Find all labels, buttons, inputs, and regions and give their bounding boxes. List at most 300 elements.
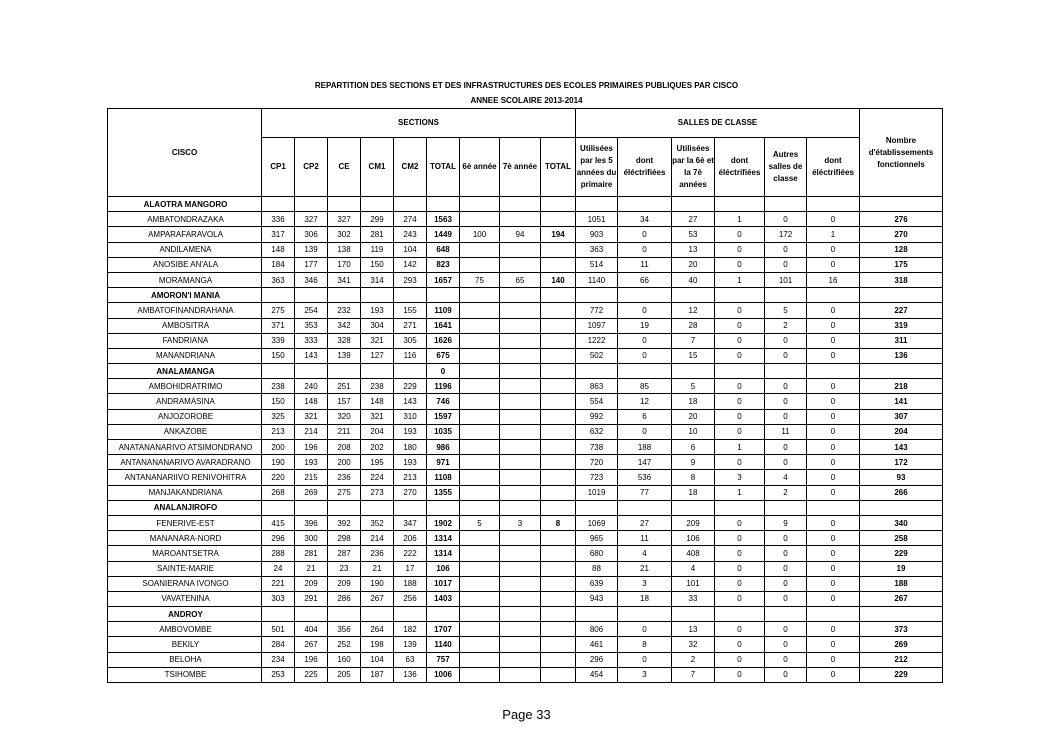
group-name: ANALANJIROFO — [108, 500, 262, 515]
cell-cm2: 143 — [394, 394, 427, 409]
cell-e1 — [618, 500, 672, 515]
cell-cm2 — [394, 288, 427, 303]
cisco-name: BEKILY — [108, 637, 262, 652]
cell-autres: 9 — [765, 515, 807, 530]
cell-cp1: 415 — [262, 515, 295, 530]
cell-a7 — [500, 242, 541, 257]
table-row — [108, 212, 943, 227]
cell-s67: 32 — [672, 637, 715, 652]
cell-e1: 6 — [618, 409, 672, 424]
cell-cm2 — [394, 364, 427, 379]
cell-a6 — [460, 212, 500, 227]
cell-e1: 0 — [618, 227, 672, 242]
cell-cp2: 148 — [295, 394, 328, 409]
cell-a6 — [460, 531, 500, 546]
cell-t2 — [541, 485, 576, 500]
cell-e1: 11 — [618, 257, 672, 272]
cell-s5: 903 — [576, 227, 618, 242]
cell-a6: 100 — [460, 227, 500, 242]
cell-cm2: 274 — [394, 212, 427, 227]
cell-cm1 — [361, 197, 394, 212]
cell-autres: 0 — [765, 652, 807, 667]
cell-a7: 3 — [500, 515, 541, 530]
cell-cm1: 314 — [361, 272, 394, 287]
cell-e3: 0 — [807, 409, 860, 424]
cell-e3: 0 — [807, 333, 860, 348]
cell-cm2: 116 — [394, 348, 427, 363]
cell-s67 — [672, 364, 715, 379]
group-row — [108, 607, 943, 622]
cell-cm2: 188 — [394, 576, 427, 591]
cell-ce: 138 — [328, 242, 361, 257]
cell-total: 1449 — [427, 227, 460, 242]
cell-e1: 147 — [618, 455, 672, 470]
cell-cp2: 196 — [295, 652, 328, 667]
cell-ce: 298 — [328, 531, 361, 546]
cell-a7 — [500, 257, 541, 272]
cell-cm1: 304 — [361, 318, 394, 333]
cell-e1: 12 — [618, 394, 672, 409]
cell-total — [427, 288, 460, 303]
cell-cm1: 104 — [361, 652, 394, 667]
cell-cp1: 275 — [262, 303, 295, 318]
cell-nb: 229 — [860, 667, 943, 682]
cell-nb — [860, 607, 943, 622]
cisco-name: AMPARAFARAVOLA — [108, 227, 262, 242]
cell-cp2: 321 — [295, 409, 328, 424]
cell-autres: 0 — [765, 455, 807, 470]
cell-a6 — [460, 667, 500, 682]
cell-total: 1355 — [427, 485, 460, 500]
cell-e2: 1 — [715, 212, 765, 227]
cisco-table — [107, 108, 943, 683]
cell-nb: 19 — [860, 561, 943, 576]
cell-cm2: 229 — [394, 379, 427, 394]
cell-cm1 — [361, 500, 394, 515]
cell-a7 — [500, 637, 541, 652]
cell-t2 — [541, 318, 576, 333]
cell-s5: 1140 — [576, 272, 618, 287]
cell-cp1: 221 — [262, 576, 295, 591]
cell-cm1: 195 — [361, 455, 394, 470]
cell-a6 — [460, 333, 500, 348]
cell-cp1: 363 — [262, 272, 295, 287]
cell-cp1: 190 — [262, 455, 295, 470]
cell-cp1: 339 — [262, 333, 295, 348]
cell-s67: 15 — [672, 348, 715, 363]
cell-a6: 5 — [460, 515, 500, 530]
cell-e1: 85 — [618, 379, 672, 394]
cell-a6 — [460, 409, 500, 424]
cell-s67: 408 — [672, 546, 715, 561]
cell-total — [427, 197, 460, 212]
cell-nb: 143 — [860, 440, 943, 455]
cell-a7 — [500, 622, 541, 637]
cell-cm1: 267 — [361, 591, 394, 606]
cell-a7 — [500, 212, 541, 227]
cell-a6 — [460, 622, 500, 637]
cell-autres: 172 — [765, 227, 807, 242]
cell-nb: 258 — [860, 531, 943, 546]
cisco-name: AMBATONDRAZAKA — [108, 212, 262, 227]
cell-cm2: 256 — [394, 591, 427, 606]
cell-nb: 270 — [860, 227, 943, 242]
cell-autres: 0 — [765, 546, 807, 561]
cell-cm2: 310 — [394, 409, 427, 424]
cell-a6 — [460, 364, 500, 379]
cell-a6 — [460, 242, 500, 257]
cell-e1: 66 — [618, 272, 672, 287]
cell-ce: 287 — [328, 546, 361, 561]
cell-s5: 1097 — [576, 318, 618, 333]
cell-nb — [860, 500, 943, 515]
col-header: CP2 — [295, 138, 328, 197]
cell-autres: 0 — [765, 637, 807, 652]
cell-e3: 0 — [807, 424, 860, 439]
cell-e3 — [807, 607, 860, 622]
cell-t2 — [541, 242, 576, 257]
cell-cm1: 321 — [361, 409, 394, 424]
cell-cm2: 213 — [394, 470, 427, 485]
cell-e3: 0 — [807, 379, 860, 394]
cell-s67 — [672, 197, 715, 212]
cell-cp2: 143 — [295, 348, 328, 363]
cell-nb: 269 — [860, 637, 943, 652]
cell-total: 648 — [427, 242, 460, 257]
cell-e3: 0 — [807, 212, 860, 227]
cell-e3: 0 — [807, 455, 860, 470]
cell-t2: 140 — [541, 272, 576, 287]
cell-ce: 342 — [328, 318, 361, 333]
cell-cm2: 347 — [394, 515, 427, 530]
document-subtitle: ANNEE SCOLAIRE 2013-2014 — [470, 96, 583, 105]
group-row — [108, 500, 943, 515]
cell-t2 — [541, 546, 576, 561]
cell-nb: 227 — [860, 303, 943, 318]
cell-autres — [765, 364, 807, 379]
cell-autres: 2 — [765, 318, 807, 333]
cell-e3: 0 — [807, 576, 860, 591]
cisco-name: AMBOSITRA — [108, 318, 262, 333]
cisco-name: ANTANANANARIVO AVARADRANO — [108, 455, 262, 470]
cell-total: 1108 — [427, 470, 460, 485]
cell-e3 — [807, 197, 860, 212]
cell-t2: 194 — [541, 227, 576, 242]
cell-total: 746 — [427, 394, 460, 409]
cisco-name: ANKAZOBE — [108, 424, 262, 439]
cell-cm1: 202 — [361, 440, 394, 455]
col-header: 7è année — [500, 138, 541, 197]
cell-a6 — [460, 500, 500, 515]
cell-e1: 0 — [618, 242, 672, 257]
header-cisco: CISCO — [108, 109, 262, 197]
cell-cm2: 270 — [394, 485, 427, 500]
cell-cp2: 215 — [295, 470, 328, 485]
cell-ce: 302 — [328, 227, 361, 242]
cell-total — [427, 500, 460, 515]
cell-e1: 19 — [618, 318, 672, 333]
cell-cm1: 214 — [361, 531, 394, 546]
cell-a7 — [500, 591, 541, 606]
cell-a6 — [460, 561, 500, 576]
cell-ce: 275 — [328, 485, 361, 500]
cell-e1 — [618, 607, 672, 622]
cell-cp1: 234 — [262, 652, 295, 667]
cell-e1: 11 — [618, 531, 672, 546]
cell-autres: 101 — [765, 272, 807, 287]
cell-a7 — [500, 333, 541, 348]
cell-s5: 738 — [576, 440, 618, 455]
cell-ce: 356 — [328, 622, 361, 637]
cell-e1: 0 — [618, 622, 672, 637]
cell-t2 — [541, 348, 576, 363]
cell-cp1: 268 — [262, 485, 295, 500]
cell-e3: 0 — [807, 485, 860, 500]
table-row — [108, 546, 943, 561]
cell-e2: 0 — [715, 242, 765, 257]
cell-a7 — [500, 500, 541, 515]
cell-s67: 27 — [672, 212, 715, 227]
cell-a7 — [500, 379, 541, 394]
cell-cp2 — [295, 197, 328, 212]
cell-s5 — [576, 607, 618, 622]
cell-t2 — [541, 424, 576, 439]
cell-e2: 0 — [715, 394, 765, 409]
cell-s5: 723 — [576, 470, 618, 485]
cell-ce: 232 — [328, 303, 361, 318]
cell-a7 — [500, 455, 541, 470]
cell-e2: 1 — [715, 440, 765, 455]
cell-autres — [765, 288, 807, 303]
cell-ce: 211 — [328, 424, 361, 439]
cell-total: 1140 — [427, 637, 460, 652]
cell-s5: 992 — [576, 409, 618, 424]
cell-e3 — [807, 364, 860, 379]
cell-t2 — [541, 531, 576, 546]
cell-cp1 — [262, 197, 295, 212]
cell-total: 1597 — [427, 409, 460, 424]
cell-e1: 34 — [618, 212, 672, 227]
cell-s5: 363 — [576, 242, 618, 257]
cell-cp2 — [295, 364, 328, 379]
cell-e1: 0 — [618, 333, 672, 348]
cell-cp2: 396 — [295, 515, 328, 530]
col-header: Autres salles de classe — [765, 138, 807, 197]
cell-cm2: 293 — [394, 272, 427, 287]
cell-t2 — [541, 622, 576, 637]
cell-cp2: 177 — [295, 257, 328, 272]
cell-ce: 23 — [328, 561, 361, 576]
cell-s67: 9 — [672, 455, 715, 470]
cell-cp1 — [262, 288, 295, 303]
cell-t2 — [541, 470, 576, 485]
cell-e1: 8 — [618, 637, 672, 652]
table-row — [108, 227, 943, 242]
cell-a6 — [460, 546, 500, 561]
cell-cp1: 317 — [262, 227, 295, 242]
cell-e1: 77 — [618, 485, 672, 500]
cell-s5 — [576, 288, 618, 303]
cell-autres: 11 — [765, 424, 807, 439]
cell-e2: 1 — [715, 272, 765, 287]
cell-cp2 — [295, 500, 328, 515]
cell-t2 — [541, 667, 576, 682]
cell-ce: 286 — [328, 591, 361, 606]
cell-e3: 0 — [807, 257, 860, 272]
cell-cp1: 325 — [262, 409, 295, 424]
cell-t2 — [541, 303, 576, 318]
cell-e3: 0 — [807, 440, 860, 455]
cell-cp1: 238 — [262, 379, 295, 394]
cell-e2: 0 — [715, 348, 765, 363]
cell-total: 106 — [427, 561, 460, 576]
cell-s5: 639 — [576, 576, 618, 591]
cisco-name: AMBATOFINANDRAHANA — [108, 303, 262, 318]
cell-cm2: 182 — [394, 622, 427, 637]
table-row — [108, 652, 943, 667]
cell-autres: 2 — [765, 485, 807, 500]
table-row — [108, 379, 943, 394]
table-row — [108, 470, 943, 485]
cell-a6 — [460, 470, 500, 485]
cell-e1: 536 — [618, 470, 672, 485]
cell-cp2: 209 — [295, 576, 328, 591]
table-row — [108, 667, 943, 682]
cisco-name: TSIHOMBE — [108, 667, 262, 682]
cell-e3: 0 — [807, 622, 860, 637]
cell-cm2: 63 — [394, 652, 427, 667]
cell-e2: 0 — [715, 409, 765, 424]
cell-total: 1403 — [427, 591, 460, 606]
cell-s67: 7 — [672, 333, 715, 348]
cell-s5: 965 — [576, 531, 618, 546]
header-salles: SALLES DE CLASSE — [576, 109, 860, 138]
table-row — [108, 318, 943, 333]
cell-cm2: 155 — [394, 303, 427, 318]
col-header: CE — [328, 138, 361, 197]
cell-cm2 — [394, 500, 427, 515]
cell-e3: 0 — [807, 546, 860, 561]
cell-cp2 — [295, 288, 328, 303]
cell-cp2: 306 — [295, 227, 328, 242]
cell-a7 — [500, 424, 541, 439]
cell-e1: 0 — [618, 303, 672, 318]
cell-cp2: 291 — [295, 591, 328, 606]
cell-autres — [765, 607, 807, 622]
cell-cp1: 371 — [262, 318, 295, 333]
cell-e1 — [618, 288, 672, 303]
cell-cp2: 225 — [295, 667, 328, 682]
cell-a7 — [500, 288, 541, 303]
cell-cm1: 281 — [361, 227, 394, 242]
cell-total: 1707 — [427, 622, 460, 637]
cell-e3: 0 — [807, 470, 860, 485]
cell-autres: 0 — [765, 409, 807, 424]
cell-s5: 454 — [576, 667, 618, 682]
cell-total: 0 — [427, 364, 460, 379]
cell-cm1: 321 — [361, 333, 394, 348]
cell-a6 — [460, 318, 500, 333]
cell-a7 — [500, 409, 541, 424]
cell-autres: 0 — [765, 531, 807, 546]
cell-a7: 65 — [500, 272, 541, 287]
cell-a6 — [460, 591, 500, 606]
cell-ce: 236 — [328, 470, 361, 485]
cell-cm2: 104 — [394, 242, 427, 257]
cell-cp1: 148 — [262, 242, 295, 257]
cell-ce: 328 — [328, 333, 361, 348]
cell-nb — [860, 197, 943, 212]
cell-a6 — [460, 637, 500, 652]
cell-cm2: 142 — [394, 257, 427, 272]
group-name: ALAOTRA MANGORO — [108, 197, 262, 212]
cell-cm2: 17 — [394, 561, 427, 576]
cisco-name: FENERIVE-EST — [108, 515, 262, 530]
cell-s5: 296 — [576, 652, 618, 667]
cell-cm2: 136 — [394, 667, 427, 682]
table-row — [108, 455, 943, 470]
cell-s67: 209 — [672, 515, 715, 530]
cell-t2 — [541, 197, 576, 212]
col-header: Utilisées par les 5 années du primaire — [576, 138, 618, 197]
cisco-name: VAVATENINA — [108, 591, 262, 606]
cell-t2 — [541, 379, 576, 394]
cell-s5 — [576, 364, 618, 379]
cisco-name: ANDRAMASINA — [108, 394, 262, 409]
cell-a6 — [460, 455, 500, 470]
cell-s5: 772 — [576, 303, 618, 318]
cell-cm2: 139 — [394, 637, 427, 652]
cell-total: 1017 — [427, 576, 460, 591]
cell-cp2: 193 — [295, 455, 328, 470]
cell-e1: 0 — [618, 348, 672, 363]
cell-cm2: 206 — [394, 531, 427, 546]
cell-a6 — [460, 485, 500, 500]
table-row — [108, 440, 943, 455]
cell-e3: 0 — [807, 242, 860, 257]
table-row — [108, 409, 943, 424]
cell-s67: 2 — [672, 652, 715, 667]
cell-cp2: 214 — [295, 424, 328, 439]
cell-autres: 5 — [765, 303, 807, 318]
cell-autres: 0 — [765, 379, 807, 394]
cell-e2: 0 — [715, 227, 765, 242]
cell-e1 — [618, 364, 672, 379]
cell-autres: 0 — [765, 440, 807, 455]
cell-e3: 0 — [807, 637, 860, 652]
cell-cp2: 300 — [295, 531, 328, 546]
cell-s5: 514 — [576, 257, 618, 272]
cell-cp1: 150 — [262, 394, 295, 409]
cell-s5: 680 — [576, 546, 618, 561]
cell-ce: 205 — [328, 667, 361, 682]
cell-total: 1563 — [427, 212, 460, 227]
table-row — [108, 561, 943, 576]
table-row — [108, 348, 943, 363]
col-header: Utilisées par la 6è et la 7è années — [672, 138, 715, 197]
cell-e2: 0 — [715, 303, 765, 318]
cell-t2 — [541, 257, 576, 272]
header-sections: SECTIONS — [262, 109, 576, 138]
cell-total: 675 — [427, 348, 460, 363]
col-header: 6è année — [460, 138, 500, 197]
cell-e3: 0 — [807, 652, 860, 667]
cell-s67: 53 — [672, 227, 715, 242]
cell-e1: 0 — [618, 424, 672, 439]
cell-e2: 0 — [715, 546, 765, 561]
cell-cp1: 200 — [262, 440, 295, 455]
cell-ce: 327 — [328, 212, 361, 227]
